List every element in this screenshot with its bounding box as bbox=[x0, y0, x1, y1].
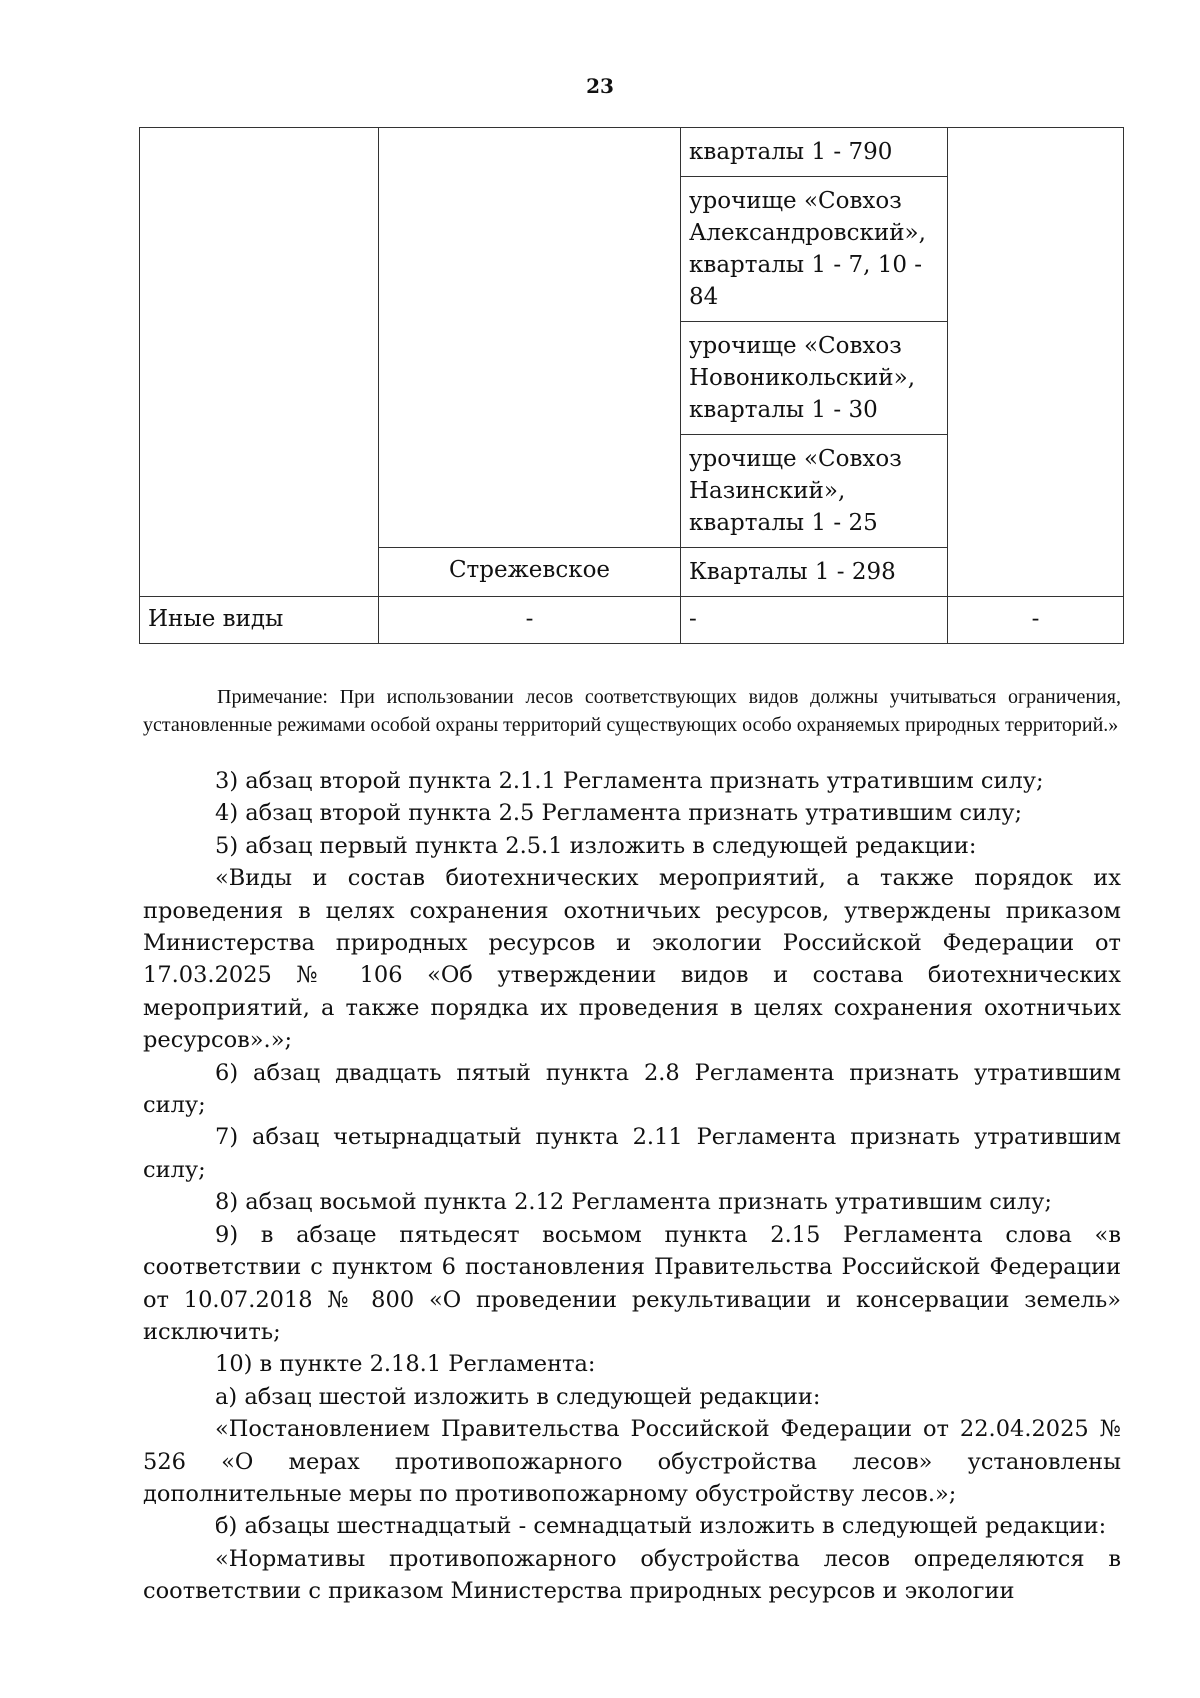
paragraph: «Нормативы противопожарного обустройства лесов определяются в соответствии с приказом Министерства природных ресурсов и экологии bbox=[143, 1545, 1121, 1605]
table-cell-forestry-empty bbox=[379, 128, 681, 548]
table-cell-quarters: Кварталы 1 - 298 bbox=[681, 548, 948, 597]
paragraph: 4) абзац второй пункта 2.5 Регламента признать утратившим силу; bbox=[215, 800, 1023, 827]
table-cell-quarters: урочище «Совхоз Назинский», кварталы 1 - 25 bbox=[681, 435, 948, 548]
body-text bbox=[143, 765, 1121, 1608]
forest-use-table bbox=[139, 127, 1124, 644]
paragraph: б) абзацы шестнадцатый - семнадцатый изложить в следующей редакции: bbox=[215, 1513, 1107, 1540]
table-cell-quarters: урочище «Совхоз Новоникольский», кварталы 1 - 30 bbox=[681, 322, 948, 435]
table-cell-use-type: Иные виды bbox=[140, 597, 379, 644]
table-cell-forestry: Стрежевское bbox=[379, 548, 681, 597]
paragraph: 8) абзац восьмой пункта 2.12 Регламента признать утратившим силу; bbox=[215, 1189, 1052, 1216]
table-cell-notes-empty bbox=[948, 128, 1124, 597]
table-note: Примечание: При использовании лесов соответствующих видов должны учитываться ограничения, установленные режимами особой охраны территорий существующих особо охраняемых природных территорий.» bbox=[143, 686, 1121, 736]
table-cell-use-type-empty bbox=[140, 128, 379, 597]
table-row bbox=[140, 128, 1124, 177]
table-row bbox=[140, 597, 1124, 644]
paragraph: «Виды и состав биотехнических мероприятий, а также порядок их проведения в целях сохранения охотничьих ресурсов, утверждены приказом Министерства природных ресурсов и экологии Российской Федерации от 17.03.2025 № 106 «Об утверждении видов и состава биотехнических мероприятий, а также порядка их проведения в целях сохранения охотничьих ресурсов».»; bbox=[143, 865, 1121, 1054]
paragraph: 6) абзац двадцать пятый пункта 2.8 Регламента признать утратившим силу; bbox=[143, 1059, 1121, 1119]
table-cell-notes: - bbox=[948, 597, 1124, 644]
paragraph: а) абзац шестой изложить в следующей редакции: bbox=[215, 1383, 821, 1410]
paragraph: 7) абзац четырнадцатый пункта 2.11 Регламента признать утратившим силу; bbox=[143, 1124, 1121, 1183]
table-cell-forestry: - bbox=[379, 597, 681, 644]
table-cell-quarters: кварталы 1 - 790 bbox=[681, 128, 948, 177]
paragraph: 3) абзац второй пункта 2.1.1 Регламента признать утратившим силу; bbox=[215, 768, 1044, 794]
paragraph: «Постановлением Правительства Российской Федерации от 22.04.2025 № 526 «О мерах противопожарного обустройства лесов» установлены дополнительные меры по противопожарному обустройству лесов.»; bbox=[143, 1416, 1121, 1507]
table-cell-quarters: урочище «Совхоз Александровский», кварталы 1 - 7, 10 - 84 bbox=[681, 177, 948, 322]
table-cell-quarters: - bbox=[681, 597, 948, 644]
paragraph: 10) в пункте 2.18.1 Регламента: bbox=[215, 1351, 596, 1378]
paragraph: 5) абзац первый пункта 2.5.1 изложить в следующей редакции: bbox=[215, 832, 977, 859]
paragraph: 9) в абзаце пятьдесят восьмом пункта 2.15 Регламента слова «в соответствии с пунктом 6 постановления Правительства Российской Федерации от 10.07.2018 № 800 «О проведении рекультивации и консервации земель» исключить; bbox=[143, 1221, 1121, 1345]
page-number: 23 bbox=[586, 74, 614, 98]
